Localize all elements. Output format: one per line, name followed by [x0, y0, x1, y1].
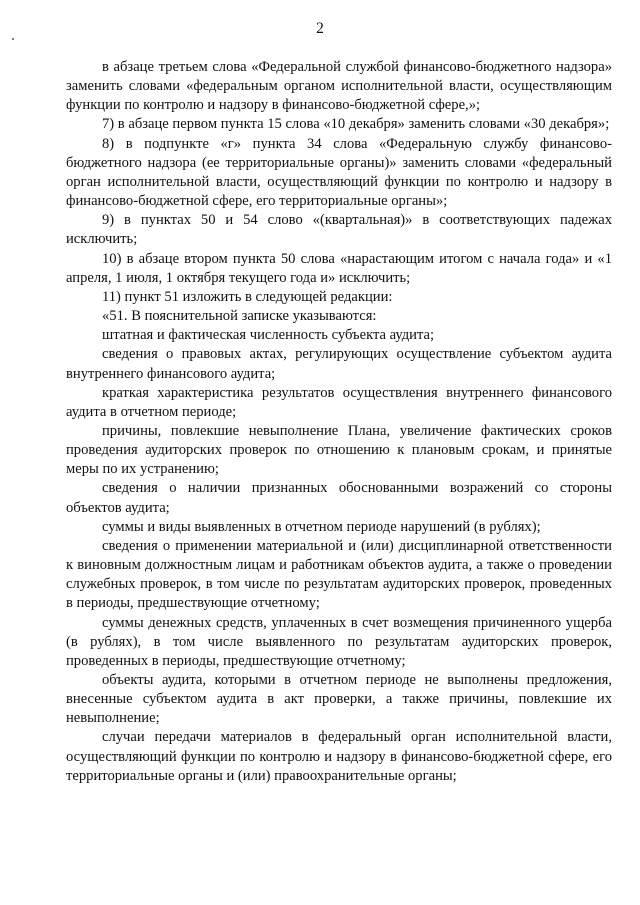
paragraph: суммы и виды выявленных в отчетном периоде нарушений (в рублях); [102, 518, 541, 535]
page-number: 2 [316, 20, 324, 37]
paragraph: в абзаце третьем слова «Федеральной службой финансово-бюджетного надзора» заменить словами «федеральным органом исполнительной власти, осуществляющим функции по контролю и надзору в финансово-бюджетной сфере,»; [66, 59, 612, 114]
paragraph: причины, повлекшие невыполнение Плана, увеличение фактических сроков проведения аудиторских проверок по отношению к плановым срокам, и принятые меры по их устранению; [66, 422, 612, 478]
paragraph: 11) пункт 51 изложить в следующей редакции: [102, 288, 393, 305]
document-body [66, 58, 612, 786]
paragraph: сведения о наличии признанных обоснованными возражений со стороны объектов аудита; [66, 480, 612, 516]
paragraph: 10) в абзаце втором пункта 50 слова «нарастающим итогом с начала года» и «1 апреля, 1 июля, 1 октября текущего года и» исключить; [66, 250, 612, 286]
paragraph: 9) в пунктах 50 и 54 слово «(квартальная)» в соответствующих падежах исключить; [66, 212, 612, 248]
paragraph: «51. В пояснительной записке указываются: [102, 308, 377, 325]
paragraph: штатная и фактическая численность субъекта аудита; [102, 327, 435, 344]
paragraph: объекты аудита, которыми в отчетном периоде не выполнены предложения, внесенные субъектом аудита в акт проверки, а также причины, повлекшие их невыполнение; [66, 672, 612, 727]
scan-speck [12, 38, 14, 40]
paragraph: сведения о правовых актах, регулирующих осуществление субъектом аудита внутреннего финансового аудита; [66, 346, 612, 382]
paragraph: 7) в абзаце первом пункта 15 слова «10 декабря» заменить словами «30 декабря»; [102, 116, 610, 133]
paragraph: 8) в подпункте «г» пункта 34 слова «Федеральную службу финансово-бюджетного надзора (ее территориальные органы)» заменить словами «федеральный орган исполнительной власти, осуществляющий функции по контролю и надзору в финансово-бюджетной сфере, его территориальные органы»; [66, 135, 612, 210]
paragraph: краткая характеристика результатов осуществления внутреннего финансового аудита в отчетном периоде; [66, 384, 612, 420]
paragraph: сведения о применении материальной и (или) дисциплинарной ответственности к виновным должностным лицам и работникам объектов аудита, а также о проведении служебных проверок, в том числе по результатам аудиторских проверок, проведенных в периоды, предшествующие отчетному; [66, 537, 612, 612]
paragraph: случаи передачи материалов в федеральный орган исполнительной власти, осуществляющий функции по контролю и надзору в финансово-бюджетной сфере, его территориальные органы и (или) правоохранительные органы; [66, 729, 612, 784]
paragraph: суммы денежных средств, уплаченных в счет возмещения причиненного ущерба (в рублях), в том числе выявленного по результатам аудиторских проверок, проведенных в периоды, предшествующие отчетному; [66, 614, 612, 669]
